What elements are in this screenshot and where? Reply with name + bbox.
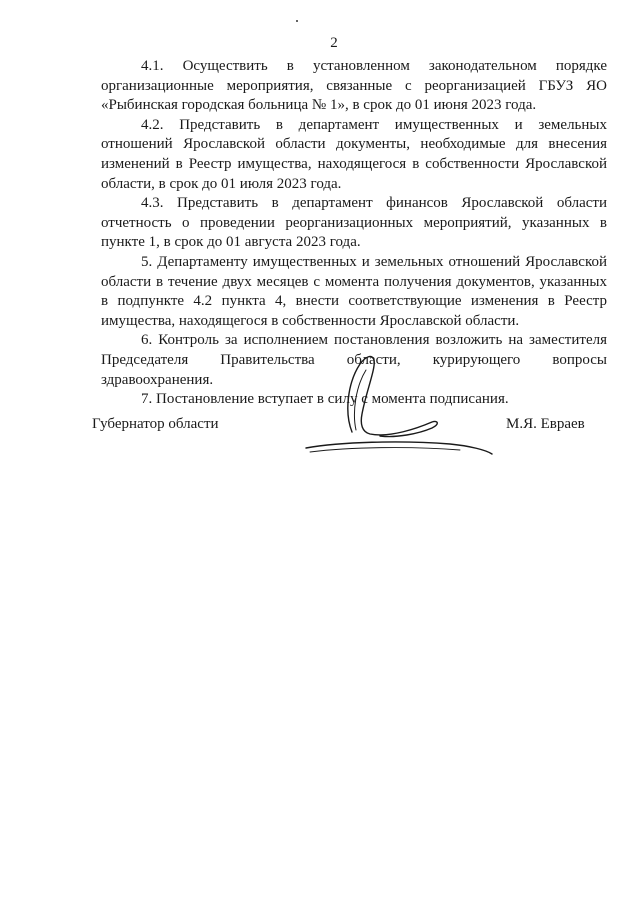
paragraph-5: 5. Департаменту имущественных и земельных отношений Ярославской области в течение двух месяцев с момента получения документов, указанных в подпункте 4.2 пункта 4, внести соответствующие изменения в Реестр имущества, находящегося в собственности Ярославской области.	[101, 253, 607, 329]
signatory-name: М.Я. Евраев	[506, 416, 585, 432]
page-number: 2	[330, 35, 338, 51]
paragraph-7: 7. Постановление вступает в силу с момента подписания.	[141, 391, 509, 408]
handwritten-signature	[300, 352, 510, 467]
paragraph-4-2: 4.2. Представить в департамент имущественных и земельных отношений Ярославской области документы, необходимые для внесения изменений в Реестр имущества, находящегося в собственности Ярославской области, в срок до 01 июля 2023 года.	[101, 116, 607, 192]
scan-speck	[296, 20, 298, 22]
paragraph-6: 6. Контроль за исполнением постановления возложить на заместителя Председателя Правительства области, курирующего вопросы здравоохранения.	[101, 332, 607, 388]
paragraph-4-3: 4.3. Представить в департамент финансов Ярославской области отчетность о проведении реорганизационных мероприятий, указанных в пункте 1, в срок до 01 августа 2023 года.	[101, 195, 607, 251]
paragraph-4-1: 4.1. Осуществить в установленном законодательном порядке организационные мероприятия, связанные с реорганизацией ГБУЗ ЯО «Рыбинская городская больница № 1», в срок до 01 июня 2023 года.	[101, 58, 607, 114]
signatory-title: Губернатор области	[92, 416, 219, 432]
